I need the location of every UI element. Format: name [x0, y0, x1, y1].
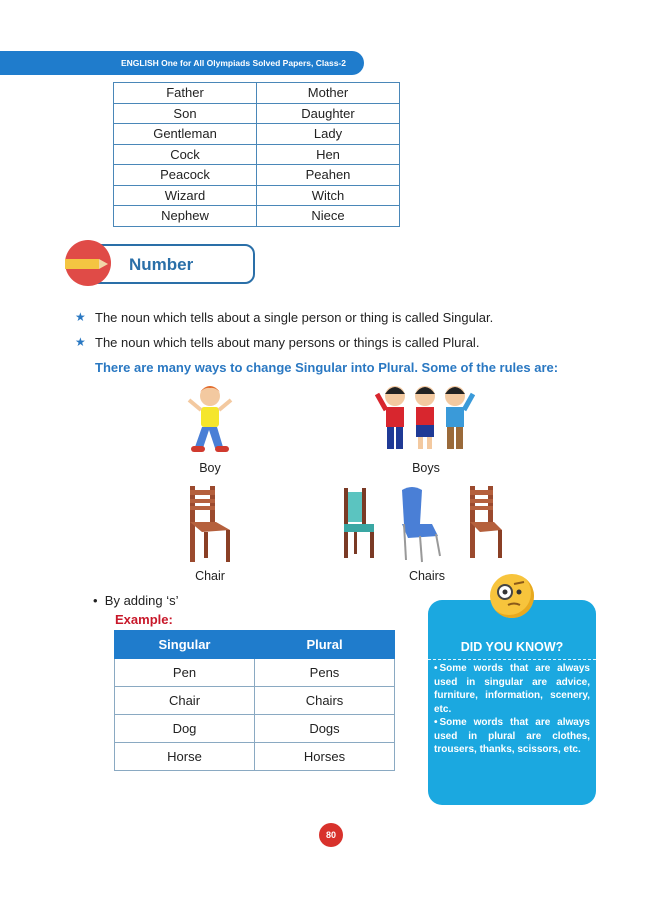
table-row [114, 165, 400, 186]
list-item: • Some words that are always used in plural are clothes, trousers, thanks, scissors, etc. [434, 716, 590, 757]
table-row [114, 206, 400, 227]
gender-table [113, 82, 400, 227]
cell: Witch [257, 185, 400, 206]
cell: Father [114, 83, 257, 104]
did-you-know-title: DID YOU KNOW? [460, 640, 564, 654]
table-row [114, 103, 400, 124]
cell: Dog [115, 715, 255, 743]
column-header: Plural [255, 631, 395, 659]
singular-plural-table [114, 630, 395, 771]
table-row [114, 83, 400, 104]
cell: Horse [115, 743, 255, 771]
table-row [114, 144, 400, 165]
cell: Chairs [255, 687, 395, 715]
did-you-know-box [428, 600, 596, 805]
book-title: ENGLISH One for All Olympiads Solved Papers, Class-2 [120, 58, 346, 68]
page-number: 80 [319, 823, 343, 847]
example-label: Example: [115, 612, 173, 627]
section-title: Number [129, 255, 194, 274]
cell: Gentleman [114, 124, 257, 145]
column-header: Singular [115, 631, 255, 659]
book-header-bar [0, 51, 364, 75]
caption-chair: Chair [195, 569, 225, 583]
rule-bullet [93, 593, 179, 608]
list-item: • Some words that are always used in singular are advice, furniture, information, scenery, etc. [434, 662, 590, 716]
cell: Pen [115, 659, 255, 687]
definition-bullet [75, 335, 479, 350]
table-row [114, 185, 400, 206]
star-icon: ★ [75, 335, 86, 349]
rules-intro: There are many ways to change Singular into Plural. Some of the rules are: [95, 360, 559, 375]
cell: Horses [255, 743, 395, 771]
caption-boys: Boys [412, 461, 440, 475]
cell: Peacock [114, 165, 257, 186]
table-row [115, 743, 395, 771]
pencil-tip-icon [99, 259, 108, 269]
bullet-text: The noun which tells about many persons or things is called Plural. [95, 335, 480, 350]
cell: Nephew [114, 206, 257, 227]
bullet-text: The noun which tells about a single person or thing is called Singular. [95, 310, 494, 325]
cell: Hen [257, 144, 400, 165]
cell: Dogs [255, 715, 395, 743]
chairs-illustration [340, 484, 505, 564]
table-row [115, 687, 395, 715]
star-icon: ★ [75, 310, 86, 324]
boy-illustration [185, 382, 235, 457]
cell: Chair [115, 687, 255, 715]
cell: Pens [255, 659, 395, 687]
table-row [115, 715, 395, 743]
thinking-face-monocle-icon [490, 574, 534, 618]
cell: Lady [257, 124, 400, 145]
did-you-know-list [434, 662, 590, 757]
cell: Daughter [257, 103, 400, 124]
cell: Cock [114, 144, 257, 165]
cell: Mother [257, 83, 400, 104]
pencil-icon [65, 259, 99, 269]
definition-bullet [75, 310, 493, 325]
cell: Peahen [257, 165, 400, 186]
chair-illustration [186, 484, 236, 564]
boys-illustration [375, 380, 475, 455]
dot-icon: • [93, 593, 105, 608]
table-row [114, 124, 400, 145]
cell: Wizard [114, 185, 257, 206]
cell: Son [114, 103, 257, 124]
cell: Niece [257, 206, 400, 227]
dashed-divider [428, 659, 596, 660]
face-features-icon [490, 574, 534, 618]
caption-boy: Boy [199, 461, 221, 475]
rule-label: By adding ‘s’ [104, 593, 179, 608]
table-row [115, 659, 395, 687]
caption-chairs: Chairs [408, 569, 446, 583]
table-header-row [115, 631, 395, 659]
